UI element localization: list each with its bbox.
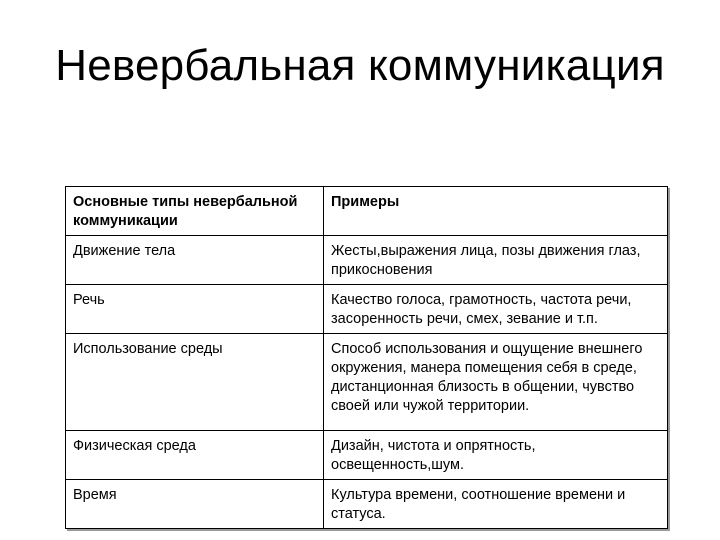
examples-cell: Дизайн, чистота и опрятность, освещенность,шум. <box>324 431 668 480</box>
table-row <box>66 285 668 334</box>
table-header-row <box>66 187 668 236</box>
type-cell: Физическая среда <box>66 431 324 480</box>
examples-cell: Способ использования и ощущение внешнего окружения, манера помещения себя в среде, дистанционная близость в общении, чувство своей или чужой территории. <box>324 334 668 431</box>
communication-types-table <box>65 186 668 529</box>
table-row <box>66 236 668 285</box>
table-row <box>66 334 668 431</box>
examples-cell: Культура времени, соотношение времени и статуса. <box>324 480 668 529</box>
type-cell: Время <box>66 480 324 529</box>
examples-cell: Качество голоса, грамотность, частота речи, засоренность речи, смех, зевание и т.п. <box>324 285 668 334</box>
header-examples: Примеры <box>324 187 668 236</box>
header-types: Основные типы невербальной коммуникации <box>66 187 324 236</box>
type-cell: Использование среды <box>66 334 324 431</box>
slide-title: Невербальная коммуникация <box>55 41 665 90</box>
examples-cell: Жесты,выражения лица, позы движения глаз, прикосновения <box>324 236 668 285</box>
table-row <box>66 431 668 480</box>
type-cell: Движение тела <box>66 236 324 285</box>
type-cell: Речь <box>66 285 324 334</box>
table-row <box>66 480 668 529</box>
